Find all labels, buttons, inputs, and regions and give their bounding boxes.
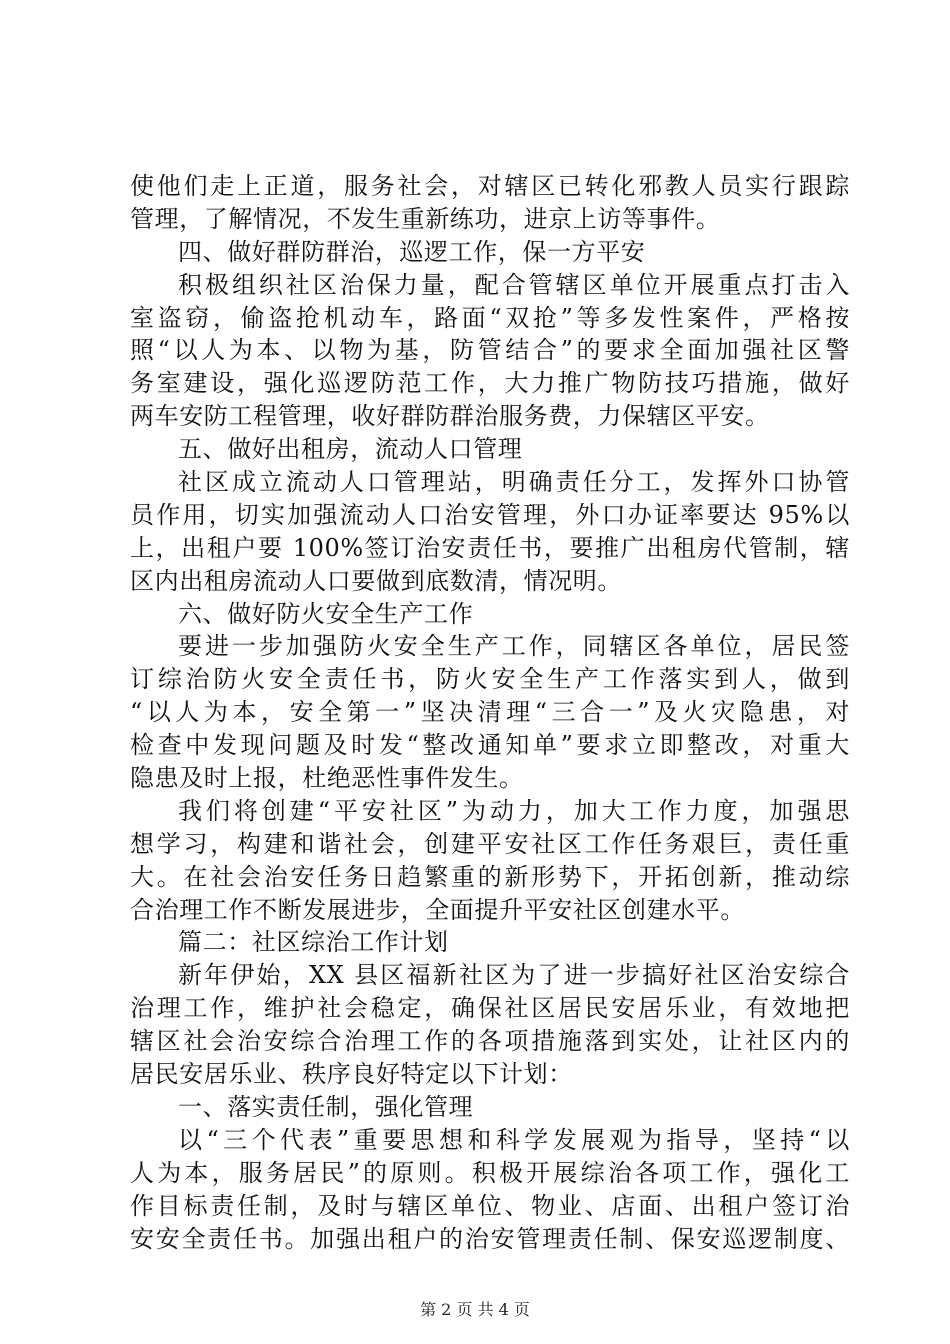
text-line: 要进一步加强防火安全生产工作，同辖区各单位，居民签	[178, 632, 850, 661]
text-line: 上，出租户要 100%签订治安责任书，要推广出租房代管制，辖	[130, 533, 850, 562]
text-line: 五、做好出租房，流动人口管理	[178, 435, 523, 464]
text-line: 积极组织社区治保力量，配合管辖区单位开展重点打击入	[178, 270, 850, 299]
text-line: 合治理工作不断发展进步，全面提升平安社区创建水平。	[130, 895, 745, 924]
text-line: 作目标责任制，及时与辖区单位、物业、店面、出租户签订治	[130, 1191, 850, 1220]
text-line: 想学习，构建和谐社会，创建平安社区工作任务艰巨，责任重	[130, 829, 850, 858]
text-line: 篇二：社区综治工作计划	[178, 928, 449, 957]
text-line: 员作用，切实加强流动人口治安管理，外口办证率要达 95%以	[130, 500, 850, 529]
text-line: 大。在社会治安任务日趋繁重的新形势下，开拓创新，推动综	[130, 862, 850, 891]
text-line: 订综治防火安全责任书，防火安全生产工作落实到人，做到	[130, 665, 850, 694]
text-line: 两车安防工程管理，收好群防群治服务费，力保辖区平安。	[130, 402, 770, 431]
text-line: 我们将创建“平安社区”为动力，加大工作力度，加强思	[178, 796, 850, 825]
text-line: 一、落实责任制，强化管理	[178, 1092, 474, 1121]
text-line: 四、做好群防群治，巡逻工作，保一方平安	[178, 237, 646, 266]
text-line: “以人为本，安全第一”坚决清理“三合一”及火灾隐患，对	[130, 698, 850, 727]
text-line: 务室建设，强化巡逻防范工作，大力推广物防技巧措施，做好	[130, 369, 850, 398]
text-line: 安安全责任书。加强出租户的治安管理责任制、保安巡逻制度、	[130, 1224, 850, 1253]
text-line: 室盗窃，偷盗抢机动车，路面“双抢”等多发性案件，严格按	[130, 303, 850, 332]
text-line: 检查中发现问题及时发“整改通知单”要求立即整改，对重大	[130, 731, 850, 760]
document-body	[130, 170, 850, 1255]
text-line: 治理工作，维护社会稳定，确保社区居民安居乐业，有效地把	[130, 994, 850, 1023]
text-line: 社区成立流动人口管理站，明确责任分工，发挥外口协管	[178, 468, 850, 497]
text-line: 管理，了解情况，不发生重新练功，进京上访等事件。	[130, 204, 721, 233]
page-footer: 第 2 页 共 4 页	[420, 1300, 530, 1319]
text-line: 六、做好防火安全生产工作	[178, 599, 474, 628]
text-line: 使他们走上正道，服务社会，对辖区已转化邪教人员实行跟踪	[130, 172, 850, 200]
text-line: 隐患及时上报，杜绝恶性事件发生。	[130, 764, 524, 793]
text-line: 以“三个代表”重要思想和科学发展观为指导，坚持“以	[178, 1125, 850, 1154]
text-line: 新年伊始，XX 县区福新社区为了进一步搞好社区治安综合	[178, 961, 850, 990]
text-line: 人为本，服务居民”的原则。积极开展综治各项工作，强化工	[130, 1158, 850, 1187]
text-line: 区内出租房流动人口要做到底数清，情况明。	[130, 566, 622, 595]
text-line: 辖区社会治安综合治理工作的各项措施落到实处，让社区内的	[130, 1027, 850, 1056]
text-line: 居民安居乐业、秩序良好特定以下计划：	[130, 1060, 573, 1089]
text-line: 照“以人为本、以物为基，防管结合”的要求全面加强社区警	[130, 336, 850, 365]
